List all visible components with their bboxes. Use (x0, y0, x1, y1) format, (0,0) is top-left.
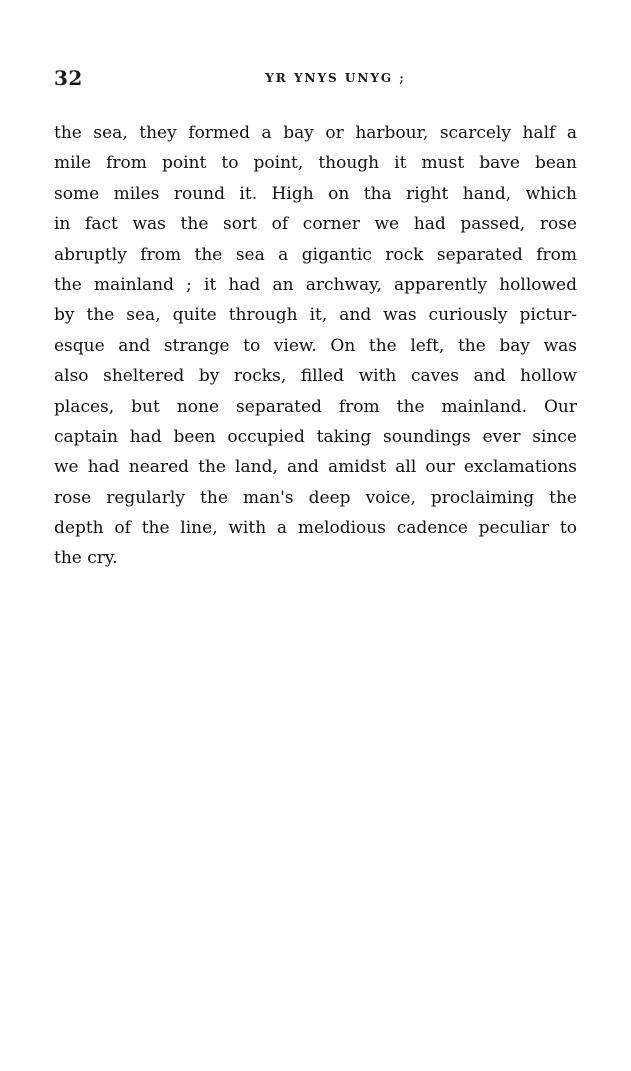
text-line-last: the cry. (54, 548, 118, 569)
text-line: we had neared the land, and amidst all our exclamations (54, 457, 577, 478)
text-line: depth of the line, with a melodious cadence peculiar to (54, 518, 577, 539)
text-line: some miles round it. High on tha right hand, which (54, 183, 577, 204)
text-line: abruptly from the sea a gigantic rock separated from (54, 244, 577, 265)
body-paragraph (54, 118, 577, 574)
text-line: places, but none separated from the mainland. Our (54, 396, 577, 417)
running-head (54, 66, 577, 92)
text-line: the sea, they formed a bay or harbour, scarcely half a (54, 123, 577, 143)
text-line: esque and strange to view. On the left, the bay was (54, 335, 577, 356)
text-line: the mainland ; it had an archway, apparently hollowed (54, 274, 577, 295)
page-number: 32 (54, 66, 83, 90)
text-line: captain had been occupied taking soundings ever since (54, 426, 577, 447)
text-line: rose regularly the man's deep voice, proclaiming the (54, 487, 577, 508)
text-line: in fact was the sort of corner we had passed, rose (54, 214, 577, 235)
running-title: YR YNYS UNYG ; (265, 71, 406, 85)
text-line: by the sea, quite through it, and was curiously pictur- (54, 305, 577, 326)
text-line: mile from point to point, though it must bave bean (54, 153, 577, 174)
text-line: also sheltered by rocks, filled with caves and hollow (54, 366, 577, 387)
